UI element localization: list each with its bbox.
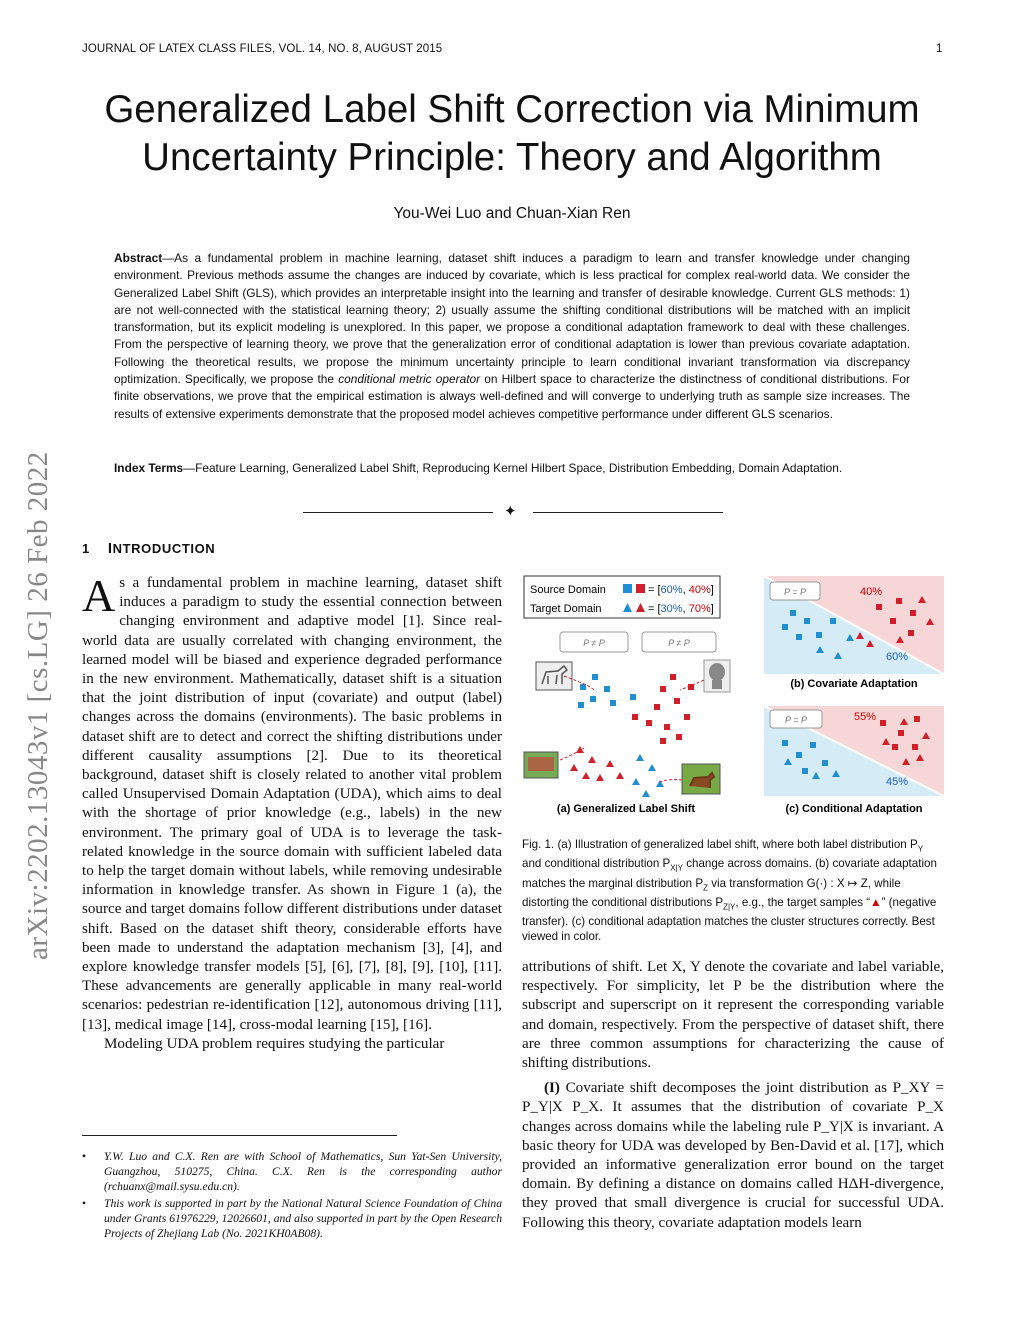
panel-a-caption: (a) Generalized Label Shift bbox=[556, 803, 696, 815]
intro-paragraph-2: Modeling UDA problem requires studying the particular bbox=[104, 1035, 445, 1052]
intro-paragraph-1: s a fundamental problem in machine learning, dataset shift induces a paradigm to study the essential connection between changing environment and adaptive model [1]. Since real-world data are usually correlated with changing environment, the learned model will be biased and experience degraded performance in the new environment. Mathematically, dataset shift is a situation that the joint distribution of input (covariate) and output (label) changes across the domains (environments). The basic problems in dataset shift are to detect and correct the shifting distributions under different causality assumptions [2]. Due to its theoretical background, dataset shift is closely related to another vital problem called Unsupervised Domain Adaptation (UDA), which aims to deal with the shortage of prior knowledge (e.g., labels) in the new environment. The primary goal of UDA is to leverage the task-related knowledge in the source domain with sufficient labeled data to help the target domain without labels, while removing undesirable information in knowledge transfer. As shown in Figure 1 (a), the source and target domains follow different distributions under dataset shift. Based on the dataset shift theory, considerable efforts have been made to understand the adaptation mechanism [3], [4], and explore knowledge transfer models [5], [6], [7], [8], [9], [10], [11]. These advancements are generally applicable in many real-world scenarios: pedestrian re-identification [12], autonomous driving [11], [13], medical image [14], cross-modal learning [15], [16]. bbox=[82, 575, 502, 1033]
footnote-1: • Y.W. Luo and C.X. Ren are with School of Mathematics, Sun Yat-Sen University, Guangzhou, 510275, China. C.X. Ren is the corresponding author (rchuanx@mail.sysu.edu.cn). bbox=[82, 1149, 502, 1195]
caption-b: and conditional distribution P bbox=[522, 857, 671, 871]
legend-target-label: Target Domain bbox=[530, 603, 602, 615]
legend-src-close: ] bbox=[710, 584, 714, 596]
panel-c-caption: (c) Conditional Adaptation bbox=[785, 803, 923, 815]
svg-text:P = P: P = P bbox=[785, 715, 807, 725]
svg-text:= [60%, 40%] bbox=[648, 584, 714, 596]
legend-tgt-blue: 30% bbox=[660, 603, 683, 615]
caption-label: Fig. 1. bbox=[522, 838, 555, 851]
right-paragraph-1: attributions of shift. Let X, Y denote the covariate and label variable, respectively. For simplicity, let P be the distribution where the subscript and superscript on it represent the corresponding variable and domain, respectively. From the perspective of dataset shift, there are three common assumptions for characterizing the cause of shifting distributions. bbox=[522, 959, 944, 1072]
source-blue-square-icon bbox=[623, 584, 632, 593]
intro-body bbox=[82, 570, 502, 1054]
abstract-text: —As a fundamental problem in machine learning, dataset shift induces a paradigm to learn and transfer knowledge under changing environment. Previous methods assume the changes are induced by covariate, which is less practical for complex real-world data. We consider the Generalized Label Shift (GLS), which provides an interpretable insight into the learning and transfer of desirable knowledge. Current GLS methods: 1) are not well-connected with the statistical learning theory; 2) usually assume the shifting conditional distributions will be matched with an implicit transformation, but its explicit modeling is unexplored. In this paper, we propose a conditional adaptation framework to deal with these challenges. From the perspective of learning theory, we prove that the generalization error of conditional adaptation is lower than previous covariate adaptation. Following the theoretical results, we propose the minimum uncertainty principle to learn conditional invariant transformation via discrepancy optimization. Specifically, we propose the bbox=[114, 251, 910, 387]
panel-c-red-pct: 55% bbox=[854, 711, 877, 723]
panel-b-red-pct: 40% bbox=[860, 586, 883, 598]
caption-e: , e.g., the target samples “ bbox=[735, 895, 871, 909]
legend-src-open: = [ bbox=[648, 584, 661, 596]
footnotes bbox=[82, 1149, 502, 1242]
index-terms-text: —Feature Learning, Generalized Label Shift, Reproducing Kernel Hilbert Space, Distribution Embedding, Domain Adaptation. bbox=[183, 461, 843, 475]
section-number: 1 bbox=[82, 541, 90, 556]
right-paragraph-2 bbox=[522, 1079, 944, 1233]
abstract-label: Abstract bbox=[114, 251, 163, 265]
panel-c bbox=[764, 706, 944, 815]
source-red-square-icon bbox=[636, 584, 645, 593]
caption-f: ” (negative transfer). (c) conditional adaptation matches the cluster structures correctly. Best viewed in color. bbox=[522, 895, 937, 944]
page-number: 1 bbox=[936, 43, 943, 55]
footnote-2: • This work is supported in part by the National Natural Science Foundation of China under Grants 61976229, 12026601, and also supported in part by the Open Research Projects of Zhejiang Lab (No. 2021KH0AB08). bbox=[82, 1196, 502, 1242]
title-line-2: Uncertainty Principle: Theory and Algorithm bbox=[142, 136, 882, 179]
legend-tgt-open: = [ bbox=[648, 603, 661, 615]
svg-text:P = P: P = P bbox=[784, 587, 806, 597]
caption-d: via transformation G(·) : X ↦ Z, while distorting the conditional distributions P bbox=[522, 876, 901, 909]
footnote-rule bbox=[82, 1135, 397, 1136]
right-paragraph-2-text: Covariate shift decomposes the joint distribution as P_XY = P_Y|X P_X. It assumes that the distribution of covariate P_X changes across domains while the labeling rule P_Y|X is invariant. A basic theory for UDA was developed by Ben-David et al. [17], which provided an informative generalization error bound on the target domain. By defining a distance on domains called HΔH-divergence, they proved that small divergence is crucial for successful UDA. Following this theory, covariate adaptation models learn bbox=[522, 1080, 944, 1231]
dropcap: A bbox=[82, 570, 116, 621]
caption-c: change across domains. (b) covariate adaptation matches the marginal distribution P bbox=[522, 857, 937, 890]
section-title: INTRODUCTION bbox=[107, 540, 216, 557]
paper-title bbox=[60, 86, 964, 182]
panel-a bbox=[524, 632, 730, 815]
section-heading bbox=[82, 540, 215, 557]
title-line-1: Generalized Label Shift Correction via Minimum bbox=[104, 88, 920, 131]
arxiv-stamp-text: arXiv:2202.13043v1 [cs.LG] 26 Feb 2022 bbox=[22, 451, 54, 960]
horse-photo-icon bbox=[536, 662, 572, 690]
arxiv-stamp bbox=[22, 451, 54, 961]
right-column-body bbox=[522, 958, 944, 1233]
legend-tgt-comma: , bbox=[682, 603, 689, 615]
section-divider bbox=[303, 505, 723, 521]
red-triangle-icon: ▲ bbox=[870, 895, 882, 909]
index-terms-label: Index Terms bbox=[114, 461, 184, 475]
legend-src-comma: , bbox=[682, 584, 689, 596]
panel-b-blue-pct: 60% bbox=[886, 651, 909, 663]
svg-text:P ≠ P: P ≠ P bbox=[668, 638, 690, 648]
legend-tgt-red: 70% bbox=[688, 603, 711, 615]
panel-b bbox=[764, 576, 944, 690]
figure-1 bbox=[520, 574, 946, 824]
authors: You-Wei Luo and Chuan-Xian Ren bbox=[393, 205, 631, 222]
legend-tgt-close: ] bbox=[710, 603, 714, 615]
panel-c-blue-pct: 45% bbox=[886, 776, 909, 788]
panel-b-caption: (b) Covariate Adaptation bbox=[790, 678, 918, 690]
figure-caption: Fig. 1. (a) Illustration of generalized label shift, where both label distribution $P_Y$ and conditional distribution $P_{X|Y}$ change across domains. (b) covariate adaptation matches the marginal distribution $P_Z$ via transformation G(·) : X ↦ Z, while distorting the conditional distributions $P_{Z|Y}$, e.g., the target samples “▲” (negative transfer). (c) conditional adaptation matches the cluster structures correctly. Best viewed in color. bbox=[522, 838, 937, 944]
divider-diamond-icon: ✦ bbox=[504, 504, 517, 520]
caption-a: (a) Illustration of generalized label shift, where both label distribution P bbox=[554, 838, 918, 851]
abstract-text-2: on Hilbert space to characterize the distinctness of conditional distributions. For finite observations, we prove that the empirical estimation is always well-defined and will converge to underlying truth as sample size increases. The results of extensive experiments demonstrate that the proposed model achieves competitive performance under different GLS scenarios. bbox=[114, 372, 910, 421]
legend-src-blue: 60% bbox=[660, 584, 683, 596]
figure-legend bbox=[524, 576, 720, 618]
running-header: JOURNAL OF LATEX CLASS FILES, VOL. 14, NO. 8, AUGUST 2015 bbox=[82, 43, 443, 55]
svg-text:P ≠ P: P ≠ P bbox=[583, 638, 605, 648]
abstract bbox=[114, 250, 910, 423]
legend-src-red: 40% bbox=[688, 584, 711, 596]
index-terms bbox=[114, 460, 910, 477]
abstract-italic: conditional metric operator bbox=[338, 372, 481, 387]
svg-text:= [30%, 70%] bbox=[648, 603, 714, 615]
legend-source-label: Source Domain bbox=[530, 584, 606, 596]
right-paragraph-2-label: (I) bbox=[544, 1080, 560, 1097]
